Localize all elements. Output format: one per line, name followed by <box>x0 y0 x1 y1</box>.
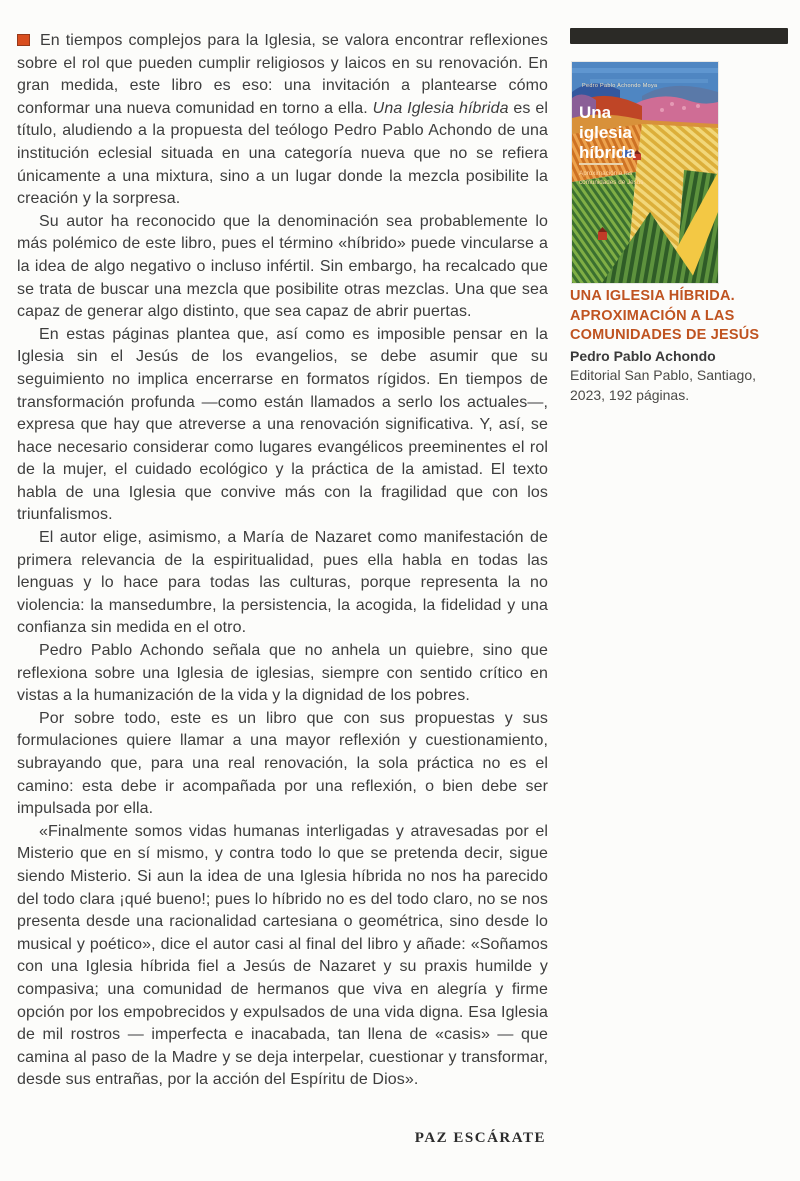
article-column <box>17 30 548 1092</box>
article-paragraph <box>17 527 548 640</box>
book-heading: UNA IGLESIA HÍBRIDA. APROXIMACIÓN A LAS COMUNIDADES DE JESÚS <box>570 288 760 343</box>
article-text: En tiempos complejos para la Iglesia, se valora encontrar reflexiones sobre el rol que pueden cumplir religiosos y laicos en su renovación. En gran medida, este libro es eso: una invitación a plantearse cómo conformar una nueva comunidad en torno a ella. <box>17 32 548 117</box>
sidebar-top-bar <box>570 28 788 44</box>
cover-title-line3: híbrida <box>579 143 636 162</box>
cover-subtitle-line1: Aproximación a las <box>579 170 633 177</box>
cover-author-text: Pedro Pablo Achondo Moya <box>582 83 658 89</box>
article-text: es el título, aludiendo a la propuesta del teólogo Pedro Pablo Achondo de una institución eclesial situada en una categoría nueva que no se refiera únicamente a una mixtura, sino a un lugar donde la mezcla posibilite la creación y la sorpresa. <box>17 99 548 208</box>
article-text: Pedro Pablo Achondo señala que no anhela un quiebre, sino que reflexiona sobre una Iglesia de iglesias, siempre con sentido crítico en vistas a la humanización de la vida y la dignidad de los pobres. <box>17 642 548 705</box>
reviewer-name: PAZ ESCÁRATE <box>414 1130 546 1146</box>
article-text: «Finalmente somos vidas humanas interligadas y atravesadas por el Misterio que en sí mismo, y contra todo lo que se pretenda decir, sigue siendo Misterio. Si aun la idea de una Iglesia híbrida no nos ha parecido del todo clara ¡qué bueno!; pues lo híbrido no es del todo claro, no se nos presenta desde una racionalidad cartesiana o geométrica, sino desde lo musical y poético», dice el autor casi al final del libro y añade: «Soñamos con una Iglesia híbrida fiel a Jesús de Nazaret y su praxis humilde y compasiva; una comunidad de hermanos que viva en alegría y firme opción por los empobrecidos y expulsados de una vida digna. Esa Iglesia de mil rostros — imperfecta e inacabada, tan llena de «casis» — que camina al paso de la Madre y se deja interpelar, cuestionar y transformar, desde sus entrañas, por la acción del Espíritu de Dios». <box>17 822 548 1089</box>
article-paragraph <box>17 211 548 324</box>
article-paragraph <box>17 30 548 211</box>
cover-subtitle-line2: comunidades de Jesús <box>579 179 644 186</box>
article-paragraph <box>17 640 548 708</box>
book-publisher-info: Editorial San Pablo, Santiago, 2023, 192 páginas. <box>570 367 757 403</box>
cover-title-underline <box>579 163 623 165</box>
article-paragraph <box>17 708 548 821</box>
book-cover-illustration <box>572 62 718 283</box>
article-text: El autor elige, asimismo, a María de Nazaret como manifestación de primera relevancia de la espiritualidad, pues ella habla en todas las lenguas y lo hace para todas las culturas, porque representa la no violencia: la mansedumbre, la persistencia, la acogida, la fidelidad y una confianza sin medida en el otro. <box>17 529 548 637</box>
cover-title-line2: iglesia <box>579 123 632 142</box>
article-text-italic: Una Iglesia híbrida <box>372 99 509 117</box>
paragraph-start-marker-icon <box>17 34 30 46</box>
article-text: Su autor ha reconocido que la denominación sea probablemente lo más polémico de este libro, pues el término «híbrido» puede vincularse a la idea de algo negativo o incluso infértil. Sin embargo, ha recalcado que se trata de buscar una mezcla que posibilite otras mezclas. Una que sea capaz de generar algo distinto, que sea capaz de abrir puertas. <box>17 212 548 321</box>
article-paragraph <box>17 821 548 1092</box>
article-text: En estas páginas plantea que, así como es imposible pensar en la Iglesia sin el Jesús de los evangelios, se debe asumir que su seguimiento no implica encerrarse en formatos rígidos. En tiempos de transformación profunda —como están llamados a serlo los actuales—, expresa que hay que atreverse a una renovación significativa. Y, así, se hace necesario considerar como lugares evangélicos preeminentes el rol de la mujer, el cuidado ecológico y la práctica de la amistad. El texto habla de una Iglesia que convive más con la fragilidad que con los triunfalismos. <box>17 325 548 524</box>
cover-title-line1: Una <box>579 103 612 122</box>
article-text: Por sobre todo, este es un libro que con sus propuestas y sus formulaciones quiere llamar a una mayor reflexión y cuestionamiento, subrayando que, para una real renovación, la sola práctica no es el camino: esta debe ir acompañada por una reflexión, o bien debe ser impulsada por ella. <box>17 709 548 818</box>
book-author: Pedro Pablo Achondo <box>570 348 716 364</box>
article-paragraph <box>17 324 548 527</box>
book-cover-image <box>572 62 718 283</box>
